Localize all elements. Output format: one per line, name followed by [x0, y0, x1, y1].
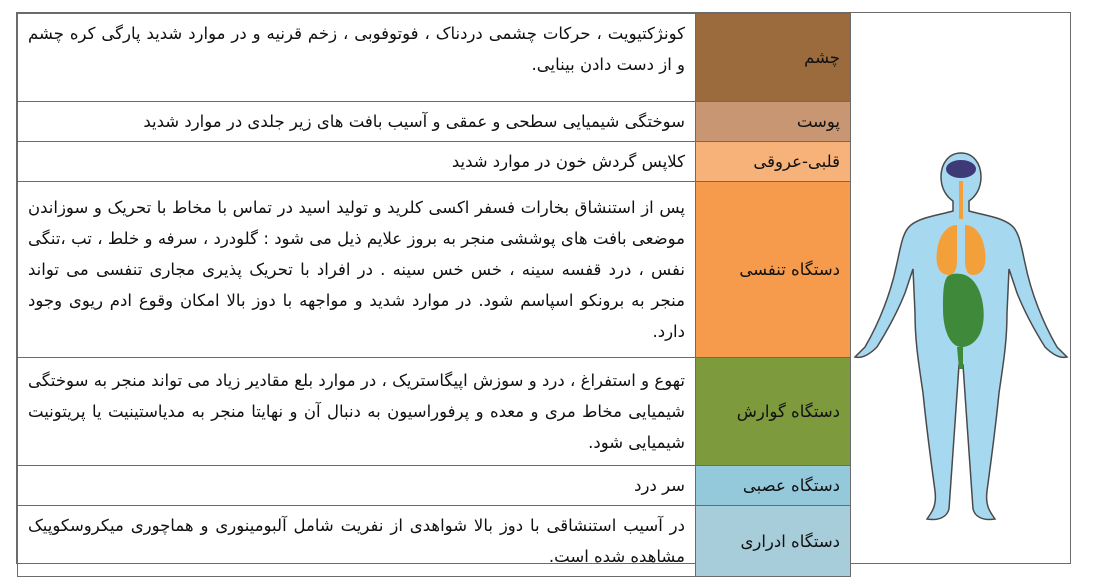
table-row — [18, 358, 851, 466]
description-cell: تهوع و استفراغ ، درد و سوزش اپیگاستریک ، در موارد بلع مقادیر زیاد می تواند منجر به سوختگی شیمیایی مخاط مری و معده و پرفوراسیون به دنبال آن و نهایتا منجر به مدیاستینیت یا پریتونیت شیمیایی شود. — [18, 358, 696, 466]
description-cell: در آسیب استنشاقی با دوز بالا شواهدی از نفریت شامل آلبومینوری و هماچوری میکروسکوپیک مشاهده شده است. — [18, 506, 696, 577]
system-cell: دستگاه ادراری — [696, 506, 851, 577]
system-cell: پوست — [696, 102, 851, 142]
system-cell: دستگاه عصبی — [696, 466, 851, 506]
description-cell: کلاپس گردش خون در موارد شدید — [18, 142, 696, 182]
system-cell: قلبی-عروقی — [696, 142, 851, 182]
system-cell: دستگاه تنفسی — [696, 182, 851, 358]
figure-cell — [850, 13, 1070, 563]
table-row — [18, 14, 851, 102]
table-row — [18, 142, 851, 182]
description-cell: سوختگی شیمیایی سطحی و عمقی و آسیب بافت های زیر جلدی در موارد شدید — [18, 102, 696, 142]
toxicity-table-sheet — [16, 12, 1071, 564]
system-cell: چشم — [696, 14, 851, 102]
description-cell: کونژکتیویت ، حرکات چشمی دردناک ، فوتوفوبی ، زخم قرنیه و در موارد شدید پارگی کره چشم و از دست دادن بینایی. — [18, 14, 696, 102]
description-cell: پس از استنشاق بخارات فسفر اکسی کلرید و تولید اسید در تماس با مخاط با تحریک و سوزاندن موضعی بافت های پوششی منجر به بروز علایم ذیل می شود : گلودرد ، سرفه و خلط ، تب ،تنگی نفس ، درد قفسه سینه ، خس خس سینه . در افراد با تحریک پذیری مجاری تنفسی می تواند منجر به برونکو اسپاسم شود. در موارد شدید و مواجهه با دوز بالا امکان وقوع ادم ریوی وجود دارد. — [18, 182, 696, 358]
human-body-organs-icon — [851, 13, 1071, 563]
symptoms-table-body — [18, 14, 851, 577]
table-row — [18, 102, 851, 142]
table-row — [18, 466, 851, 506]
description-cell: سر درد — [18, 466, 696, 506]
symptoms-table — [17, 13, 851, 577]
brain-shape — [946, 160, 976, 178]
table-row — [18, 506, 851, 577]
table-row — [18, 182, 851, 358]
system-cell: دستگاه گوارش — [696, 358, 851, 466]
